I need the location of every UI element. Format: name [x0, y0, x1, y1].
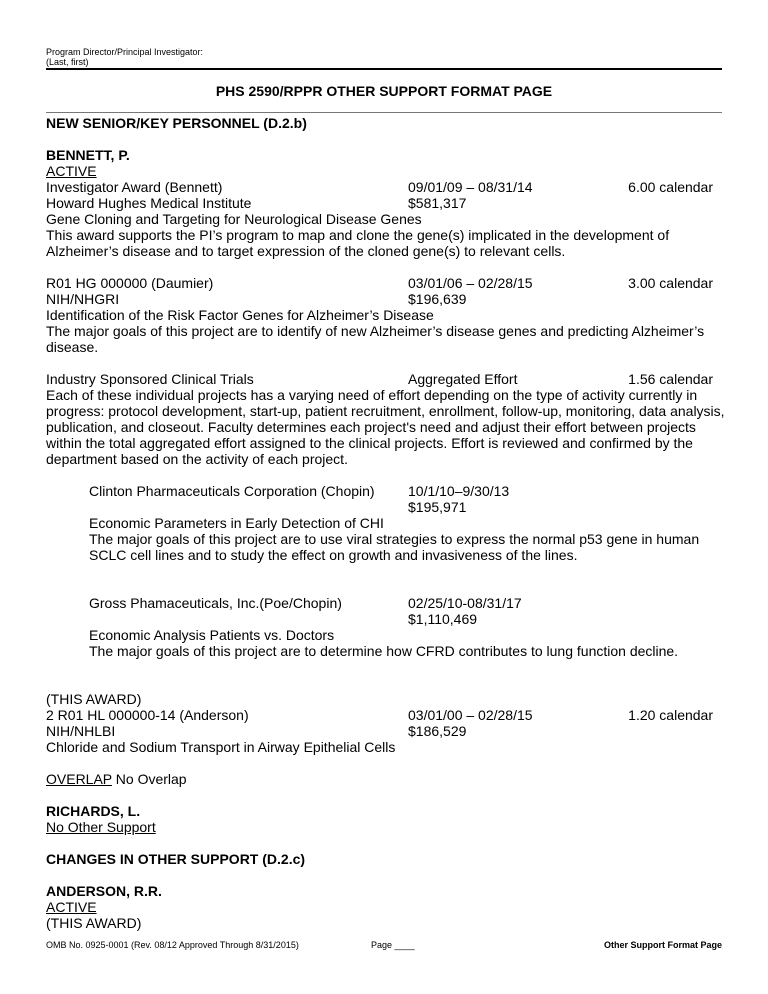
grant-title: Industry Sponsored Clinical Trials	[46, 371, 254, 387]
footer-form-name: Other Support Format Page	[603, 940, 722, 950]
grant-description-line: department based on the activity of each project.	[46, 451, 348, 467]
grant-amount: $186,529	[408, 723, 467, 739]
grant-amount: $1,110,469	[408, 611, 478, 627]
grant-description-line: This award supports the PI’s program to map and clone the gene(s) implicated in the development of	[46, 227, 670, 243]
grant-dates: Aggregated Effort	[408, 371, 518, 387]
grant-effort: 3.00 calendar	[628, 275, 713, 291]
this-award-tag: (THIS AWARD)	[46, 691, 142, 707]
section-rule	[46, 112, 722, 113]
page-label: Page	[371, 940, 393, 950]
grant-dates: 03/01/00 – 02/28/15	[408, 707, 533, 723]
grant-description-line: progress: protocol development, start-up, patient recruitment, enrollment, follow-up, monitoring, data analysis,	[46, 403, 725, 419]
grant-description-line: The major goals of this project are to determine how CFRD contributes to lung function decline.	[89, 643, 679, 659]
person-name-richards: RICHARDS, L.	[46, 803, 141, 819]
person-name-anderson: ANDERSON, R.R.	[46, 883, 162, 899]
section-heading-new-personnel: NEW SENIOR/KEY PERSONNEL (D.2.b)	[46, 115, 307, 131]
grant-effort: 1.20 calendar	[628, 707, 713, 723]
footer-page	[371, 940, 415, 951]
grant-project-title: Economic Analysis Patients vs. Doctors	[89, 627, 335, 643]
status-richards: No Other Support	[46, 819, 156, 835]
grant-description-line: publication, and closeout. Faculty determines each project's need and adjust their effort between projects	[46, 419, 696, 435]
grant-project-title: Chloride and Sodium Transport in Airway Epithelial Cells	[46, 739, 396, 755]
status-active-anderson: ACTIVE	[46, 899, 97, 915]
page-title: PHS 2590/RPPR OTHER SUPPORT FORMAT PAGE	[215, 83, 553, 99]
grant-title: R01 HG 000000 (Daumier)	[46, 275, 214, 291]
overlap-text: No Overlap	[111, 771, 187, 787]
grant-title: Clinton Pharmaceuticals Corporation (Chopin)	[89, 483, 375, 499]
section-heading-changes: CHANGES IN OTHER SUPPORT (D.2.c)	[46, 851, 306, 867]
status-active-bennett: ACTIVE	[46, 163, 97, 179]
grant-dates: 02/25/10-08/31/17	[408, 595, 522, 611]
grant-description-line: Alzheimer’s disease and to target expression of the cloned gene(s) to relevant cells.	[46, 243, 566, 259]
page-number-blank: ____	[394, 940, 415, 950]
grant-description-line: disease.	[46, 339, 99, 355]
grant-project-title: Economic Parameters in Early Detection of CHI	[89, 515, 384, 531]
grant-amount: $195,971	[408, 499, 467, 515]
grant-title: Gross Phamaceuticals, Inc.(Poe/Chopin)	[89, 595, 342, 611]
grant-dates: 09/01/09 – 08/31/14	[408, 179, 533, 195]
this-award-tag: (THIS AWARD)	[46, 915, 142, 931]
grant-description-line: Each of these individual projects has a varying need of effort depending on the type of activity currently in	[46, 387, 698, 403]
grant-effort: 6.00 calendar	[628, 179, 713, 195]
overlap-statement	[46, 771, 187, 787]
pd-label-line2: (Last, first)	[46, 57, 89, 67]
grant-description-line: The major goals of this project are to use viral strategies to express the normal p53 gene in human	[89, 531, 700, 547]
grant-amount: $196,639	[408, 291, 467, 307]
grant-description-line: The major goals of this project are to identify of new Alzheimer’s disease genes and predicting Alzheimer’s	[46, 323, 705, 339]
person-name-bennett: BENNETT, P.	[46, 147, 130, 163]
grant-project-title: Gene Cloning and Targeting for Neurological Disease Genes	[46, 211, 422, 227]
grant-title: Investigator Award (Bennett)	[46, 179, 223, 195]
grant-amount: $581,317	[408, 195, 467, 211]
grant-effort: 1.56 calendar	[628, 371, 713, 387]
grant-description-line: within the total aggregated effort assigned to the clinical projects. Effort is reviewed and confirmed by the	[46, 435, 693, 451]
grant-sponsor: NIH/NHLBI	[46, 723, 116, 739]
grant-sponsor: NIH/NHGRI	[46, 291, 120, 307]
pd-label-line1: Program Director/Principal Investigator:	[46, 47, 204, 57]
header-rule	[46, 68, 722, 70]
grant-dates: 10/1/10–9/30/13	[408, 483, 510, 499]
grant-dates: 03/01/06 – 02/28/15	[408, 275, 533, 291]
overlap-label: OVERLAP	[46, 771, 112, 787]
grant-project-title: Identification of the Risk Factor Genes for Alzheimer’s Disease	[46, 307, 434, 323]
grant-title: 2 R01 HL 000000-14 (Anderson)	[46, 707, 249, 723]
grant-sponsor: Howard Hughes Medical Institute	[46, 195, 252, 211]
grant-description-line: SCLC cell lines and to study the effect on growth and invasiveness of the lines.	[89, 547, 578, 563]
footer-omb-number: OMB No. 0925-0001 (Rev. 08/12 Approved Through 8/31/2015)	[46, 940, 299, 950]
